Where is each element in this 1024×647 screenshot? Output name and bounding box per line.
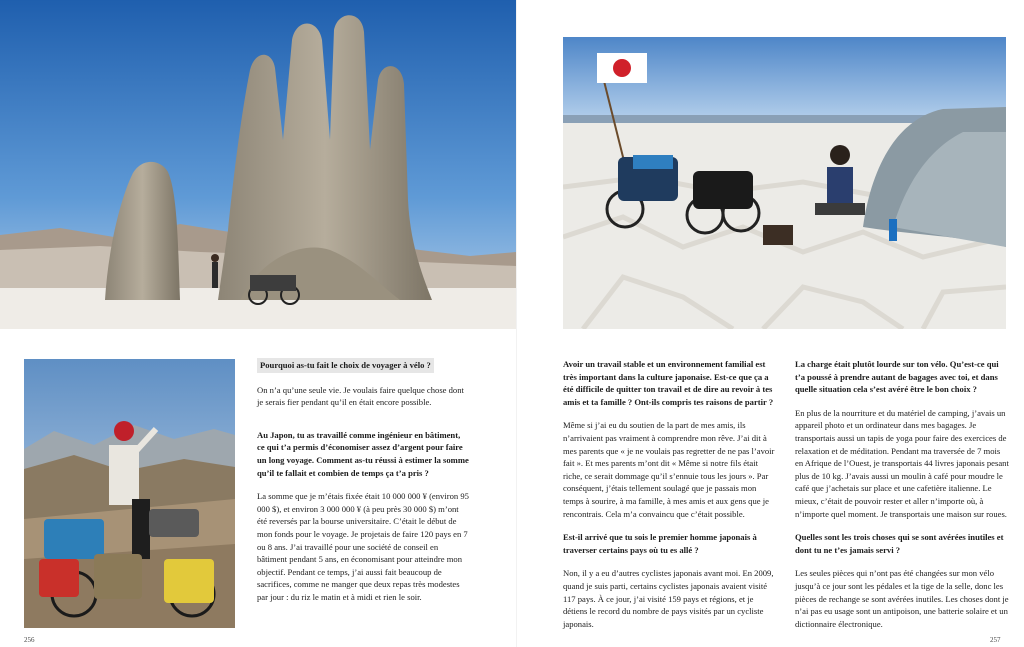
photo-hand-sculpture: [0, 0, 516, 329]
answer-3: Même si j’ai eu du soutien de la part de mes amis, ils n’arrivaient pas vraiment à comprendre mon rêve. J’ai dit à mes parents que « je ne voulais pas regretter de ne pas l’avoir fait ». Et mes parents m’ont dit « Même si notre fils était riche, ce serait dommage qu’il s’ennuie tous les jours ». Par conséquent, j’étais tellement soulagé que je passais mon temps à sourire, à ma famille, à mes amis et aux gens que je rencontrais. Cela m’a convaincu que c’était possible.: [563, 420, 775, 519]
photo-cyclist-mountains: [24, 359, 235, 628]
question-6: Quelles sont les trois choses qui se sont avérées inutiles et dont tu ne t’es jamais servi ?: [795, 532, 1004, 555]
page-number-right: 257: [990, 636, 1001, 644]
right-text-column-2: [795, 358, 1009, 641]
question-3: Avoir un travail stable et un environnement familial est très important dans la culture japonaise. Est-ce que ça a été difficile de quitter ton travail et de dire au revoir à tes amis et ta famille ? Ont-ils compris tes raisons de partir ?: [563, 359, 774, 407]
question-5: La charge était plutôt lourde sur ton vélo. Qu’est-ce qui t’a poussé à prendre autant de bagages avec toi, et dans quelle situation cela s’est avéré être le bon choix ?: [795, 359, 999, 395]
answer-1: On n’a qu’une seule vie. Je voulais faire quelque chose dont je serais fier pendant qu’il en était encore possible.: [257, 384, 464, 408]
answer-5: En plus de la nourriture et du matériel de camping, j’avais un appareil photo et un ordinateur dans mes bagages. Je transportais aussi un tapis de yoga pour faire des exercices de relaxation et de méditation. Pendant ma traversée de 7 mois en Afrique de l’Ouest, je transportais 44 livres japonais pesant plus de 10 kg. J’avais aussi un moulin à café pour moudre le café que j’achetais sur place et une cafetière italienne. Le mieux, c’était de pouvoir rester et aller n’importe où, à n’importe quel moment. Je transportais une maison sur roues.: [795, 407, 1009, 519]
page-gutter: [516, 0, 517, 647]
question-2: Au Japon, tu as travaillé comme ingénieur en bâtiment, ce qui t’a permis d’économiser assez d’argent pour faire un long voyage. Comment as-tu réussi à estimer la somme qu’il te fallait et combien de temps ça t’a pris ?: [257, 429, 469, 478]
right-text-column-1: [563, 358, 775, 641]
answer-2: La somme que je m’étais fixée était 10 000 000 ¥ (environ 95 000 $), et environ 3 000 000 ¥ (à peu près 30 000 $) m’ont été reversés par la bourse universitaire. C’était le début de mon fonds pour le voyage. Je projetais de faire 120 pays en 7 ou 8 ans. J’ai travaillé pour une société de conseil en bâtiment pendant 5 ans, en économisant pour atteindre mon objectif. Pendant ce temps, j’ai aussi fait beaucoup de sacrifices, comme ne manger que deux repas très modestes par jour : du riz le matin et à midi et rien le soir.: [257, 491, 469, 602]
photo-salt-flat-camp: [563, 37, 1006, 329]
question-4: Est-il arrivé que tu sois le premier homme japonais à traverser certains pays où tu es allé ?: [563, 532, 757, 555]
answer-6: Les seules pièces qui n’ont pas été changées sur mon vélo jusqu’à ce jour sont les pédales et la tige de la selle, donc les pièces de rechange se sont avérées inutiles. Les choses dont je n’ai pas eu usage sont un antipoison, une batterie solaire et un dictionnaire électronique.: [795, 568, 1009, 629]
question-1: Pourquoi as-tu fait le choix de voyager à vélo ?: [257, 358, 434, 373]
page-number-left: 256: [24, 636, 35, 644]
left-text-column: [257, 358, 469, 615]
answer-4: Non, il y a eu d’autres cyclistes japonais avant moi. En 2009, quand je suis parti, certains cyclistes japonais avaient visité 117 pays. À ce jour, j’ai visité 159 pays et régions, et je détiens le record du nombre de pays visités par un cycliste japonais.: [563, 568, 774, 629]
